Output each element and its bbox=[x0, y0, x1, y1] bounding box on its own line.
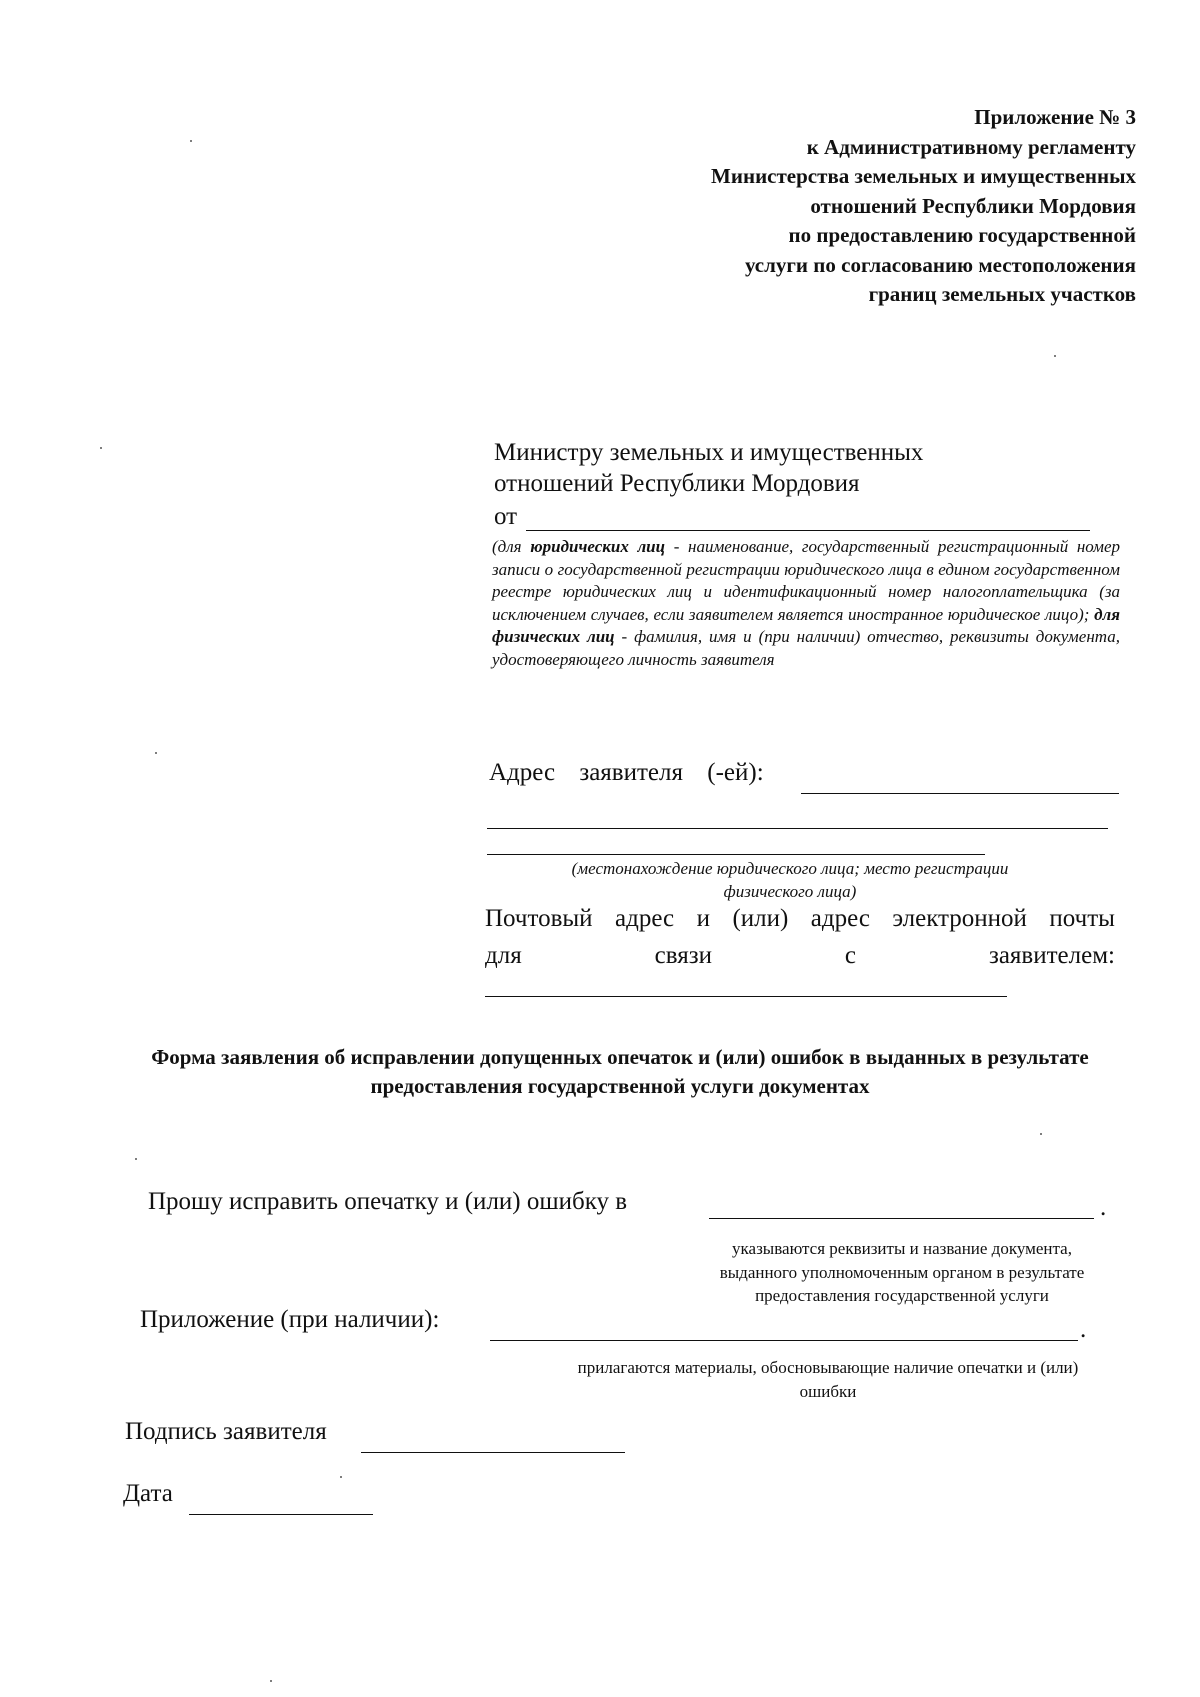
applicant-hint: (для юридических лиц - наименование, государственный регистрационный номер записи о государственной регистрации юридического лица в едином государственном реестре юридических лиц и идентификационный номер налогоплательщика (за исключением случаев, если заявителем является иностранное юридическое лицо); для физических лиц - фамилия, имя и (при наличии) отчество, реквизиты документа, удостоверяющего личность заявителя bbox=[492, 537, 1121, 669]
postal-label-row: для связи с заявителем: bbox=[485, 942, 1115, 969]
address-label: Адрес заявителя (-ей): bbox=[489, 759, 764, 786]
address-field-line[interactable] bbox=[487, 828, 1108, 829]
request-label: Прошу исправить опечатку и (или) ошибку в bbox=[148, 1188, 628, 1215]
appendix-header bbox=[560, 103, 1136, 310]
scan-speck bbox=[155, 752, 157, 754]
address-hint: (местонахождение юридического лица; место регистрации физического лица) bbox=[571, 859, 1009, 901]
scan-speck bbox=[190, 140, 192, 142]
scan-speck bbox=[340, 1476, 342, 1478]
signature-label: Подпись заявителя bbox=[125, 1418, 327, 1445]
header-line: по предоставлению государственной bbox=[788, 223, 1136, 247]
header-line: границ земельных участков bbox=[868, 282, 1136, 306]
header-line: отношений Республики Мордовия bbox=[810, 193, 1136, 218]
addressee-line: отношений Республики Мордовия bbox=[494, 470, 860, 497]
period: . bbox=[1080, 1316, 1087, 1343]
attachment-field[interactable] bbox=[490, 1340, 1078, 1341]
address-field-line[interactable] bbox=[487, 854, 985, 855]
addressee-block bbox=[494, 437, 1134, 499]
attachment-label: Приложение (при наличии): bbox=[140, 1306, 440, 1333]
date-label: Дата bbox=[123, 1480, 173, 1507]
signature-field[interactable] bbox=[361, 1452, 625, 1453]
applicant-name-field[interactable] bbox=[526, 530, 1090, 531]
address-row bbox=[489, 759, 1119, 799]
from-label: от bbox=[494, 503, 518, 530]
scan-speck bbox=[135, 1158, 137, 1160]
attachment-row bbox=[140, 1306, 1110, 1346]
postal-address-field[interactable] bbox=[485, 996, 1007, 997]
signature-row bbox=[125, 1418, 645, 1458]
date-row bbox=[123, 1480, 423, 1520]
header-line: услуги по согласованию местоположения bbox=[744, 252, 1136, 277]
postal-label-row: Почтовый адрес и (или) адрес электронной почты bbox=[485, 905, 1115, 932]
document-field[interactable] bbox=[709, 1218, 1094, 1219]
addressee-line: Министру земельных и имущественных bbox=[494, 439, 924, 466]
from-row bbox=[494, 503, 1094, 533]
date-field[interactable] bbox=[189, 1514, 373, 1515]
request-hint: указываются реквизиты и название документа, выданного уполномоченным органом в результате предоставления государственной услуги bbox=[719, 1239, 1085, 1305]
period: . bbox=[1100, 1194, 1107, 1221]
scan-speck bbox=[1040, 1133, 1042, 1135]
header-line: к Административному регламенту bbox=[806, 134, 1136, 159]
address-field[interactable] bbox=[801, 793, 1119, 794]
scan-speck bbox=[100, 447, 102, 449]
scan-speck bbox=[270, 1680, 272, 1682]
form-title: Форма заявления об исправлении допущенных опечаток и (или) ошибок в выданных в результате предоставления государственной услуги документах bbox=[151, 1045, 1089, 1098]
header-line: Министерства земельных и имущественных bbox=[711, 164, 1136, 188]
header-line: Приложение № 3 bbox=[974, 105, 1136, 129]
attachment-hint: прилагаются материалы, обосновывающие наличие опечатки и (или) ошибки bbox=[577, 1358, 1079, 1401]
scan-speck bbox=[1054, 355, 1056, 357]
